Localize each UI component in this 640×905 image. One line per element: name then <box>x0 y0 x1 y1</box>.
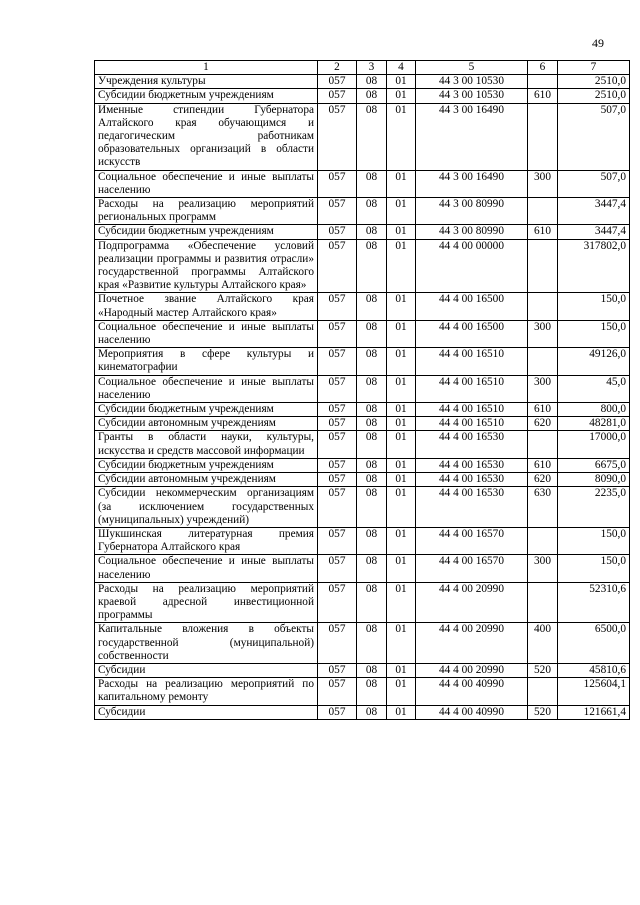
table-row <box>95 320 630 347</box>
row-target-article: 44 4 00 20990 <box>416 663 528 677</box>
table-row <box>95 403 630 417</box>
table-row <box>95 75 630 89</box>
row-target-article: 44 4 00 16500 <box>416 293 528 320</box>
budget-table <box>94 60 630 720</box>
header-col-3: 3 <box>357 61 387 75</box>
table-row <box>95 473 630 487</box>
row-admin-code: 057 <box>318 582 357 623</box>
row-name: Подпрограмма «Обеспечение условий реализации программы и развития отрасли» государственной программы Алтайского края «Развитие культуры Алтайского края» <box>95 239 318 293</box>
row-section: 08 <box>357 678 387 705</box>
row-name: Субсидии бюджетным учреждениям <box>95 403 318 417</box>
table-row <box>95 623 630 664</box>
row-target-article: 44 4 00 40990 <box>416 678 528 705</box>
row-expense-type <box>528 527 558 554</box>
row-target-article: 44 4 00 40990 <box>416 705 528 719</box>
row-expense-type <box>528 582 558 623</box>
row-expense-type: 620 <box>528 417 558 431</box>
row-expense-type: 610 <box>528 89 558 103</box>
row-subsection: 01 <box>387 239 416 293</box>
row-name: Именные стипендии Губернатора Алтайского края обучающимся и педагогическим работникам образовательных организаций в области искусств <box>95 103 318 170</box>
row-amount: 121661,4 <box>558 705 630 719</box>
row-expense-type: 610 <box>528 225 558 239</box>
row-name: Социальное обеспечение и иные выплаты населению <box>95 320 318 347</box>
row-amount: 2510,0 <box>558 89 630 103</box>
row-subsection: 01 <box>387 555 416 582</box>
row-section: 08 <box>357 75 387 89</box>
table-row <box>95 375 630 402</box>
row-section: 08 <box>357 375 387 402</box>
row-name: Расходы на реализацию мероприятий краевой адресной инвестиционной программы <box>95 582 318 623</box>
table-row <box>95 89 630 103</box>
row-amount: 800,0 <box>558 403 630 417</box>
row-section: 08 <box>357 705 387 719</box>
row-amount: 6675,0 <box>558 458 630 472</box>
row-amount: 150,0 <box>558 555 630 582</box>
header-col-5: 5 <box>416 61 528 75</box>
row-name: Шукшинская литературная премия Губернатора Алтайского края <box>95 527 318 554</box>
row-name: Субсидии бюджетным учреждениям <box>95 225 318 239</box>
row-subsection: 01 <box>387 417 416 431</box>
row-admin-code: 057 <box>318 431 357 458</box>
row-expense-type <box>528 678 558 705</box>
row-name: Расходы на реализацию мероприятий региональных программ <box>95 198 318 225</box>
row-subsection: 01 <box>387 170 416 197</box>
table-row <box>95 582 630 623</box>
row-amount: 48281,0 <box>558 417 630 431</box>
row-amount: 507,0 <box>558 103 630 170</box>
row-admin-code: 057 <box>318 473 357 487</box>
row-section: 08 <box>357 320 387 347</box>
row-subsection: 01 <box>387 623 416 664</box>
row-admin-code: 057 <box>318 663 357 677</box>
header-col-4: 4 <box>387 61 416 75</box>
row-amount: 17000,0 <box>558 431 630 458</box>
row-name: Расходы на реализацию мероприятий по капитальному ремонту <box>95 678 318 705</box>
row-subsection: 01 <box>387 89 416 103</box>
row-amount: 317802,0 <box>558 239 630 293</box>
table-row <box>95 225 630 239</box>
row-expense-type: 610 <box>528 403 558 417</box>
row-subsection: 01 <box>387 375 416 402</box>
row-target-article: 44 3 00 80990 <box>416 198 528 225</box>
header-col-1: 1 <box>95 61 318 75</box>
row-section: 08 <box>357 473 387 487</box>
row-name: Субсидии бюджетным учреждениям <box>95 89 318 103</box>
row-expense-type <box>528 431 558 458</box>
row-amount: 125604,1 <box>558 678 630 705</box>
row-section: 08 <box>357 527 387 554</box>
row-name: Почетное звание Алтайского края «Народный мастер Алтайского края» <box>95 293 318 320</box>
row-subsection: 01 <box>387 705 416 719</box>
row-target-article: 44 3 00 16490 <box>416 170 528 197</box>
row-expense-type: 300 <box>528 320 558 347</box>
row-section: 08 <box>357 582 387 623</box>
row-name: Субсидии <box>95 663 318 677</box>
row-name: Социальное обеспечение и иные выплаты населению <box>95 170 318 197</box>
row-admin-code: 057 <box>318 170 357 197</box>
row-expense-type <box>528 348 558 375</box>
table-body <box>95 75 630 720</box>
row-target-article: 44 3 00 80990 <box>416 225 528 239</box>
row-admin-code: 057 <box>318 375 357 402</box>
row-admin-code: 057 <box>318 293 357 320</box>
row-admin-code: 057 <box>318 678 357 705</box>
row-amount: 6500,0 <box>558 623 630 664</box>
row-target-article: 44 4 00 16530 <box>416 473 528 487</box>
row-subsection: 01 <box>387 103 416 170</box>
row-expense-type: 400 <box>528 623 558 664</box>
row-section: 08 <box>357 623 387 664</box>
row-admin-code: 057 <box>318 239 357 293</box>
row-name: Субсидии автономным учреждениям <box>95 417 318 431</box>
row-subsection: 01 <box>387 527 416 554</box>
row-section: 08 <box>357 348 387 375</box>
row-admin-code: 057 <box>318 103 357 170</box>
table-row <box>95 170 630 197</box>
row-amount: 49126,0 <box>558 348 630 375</box>
row-admin-code: 057 <box>318 555 357 582</box>
row-section: 08 <box>357 403 387 417</box>
table-row <box>95 293 630 320</box>
row-amount: 45,0 <box>558 375 630 402</box>
row-target-article: 44 3 00 16490 <box>416 103 528 170</box>
row-target-article: 44 4 00 20990 <box>416 623 528 664</box>
row-subsection: 01 <box>387 225 416 239</box>
row-target-article: 44 4 00 20990 <box>416 582 528 623</box>
table-row <box>95 458 630 472</box>
row-section: 08 <box>357 431 387 458</box>
table-row <box>95 198 630 225</box>
row-admin-code: 057 <box>318 198 357 225</box>
row-target-article: 44 4 00 16510 <box>416 417 528 431</box>
row-expense-type: 300 <box>528 375 558 402</box>
row-amount: 8090,0 <box>558 473 630 487</box>
row-subsection: 01 <box>387 678 416 705</box>
row-expense-type: 300 <box>528 170 558 197</box>
row-subsection: 01 <box>387 348 416 375</box>
row-subsection: 01 <box>387 663 416 677</box>
row-target-article: 44 4 00 16530 <box>416 431 528 458</box>
row-admin-code: 057 <box>318 705 357 719</box>
row-target-article: 44 4 00 16500 <box>416 320 528 347</box>
row-name: Субсидии автономным учреждениям <box>95 473 318 487</box>
row-subsection: 01 <box>387 582 416 623</box>
row-section: 08 <box>357 458 387 472</box>
row-admin-code: 057 <box>318 417 357 431</box>
row-target-article: 44 4 00 16530 <box>416 487 528 528</box>
row-expense-type <box>528 75 558 89</box>
table-row <box>95 487 630 528</box>
row-admin-code: 057 <box>318 348 357 375</box>
row-expense-type <box>528 103 558 170</box>
row-amount: 52310,6 <box>558 582 630 623</box>
table-row <box>95 103 630 170</box>
row-section: 08 <box>357 239 387 293</box>
row-name: Субсидии <box>95 705 318 719</box>
row-expense-type: 630 <box>528 487 558 528</box>
row-amount: 2510,0 <box>558 75 630 89</box>
row-subsection: 01 <box>387 320 416 347</box>
row-section: 08 <box>357 487 387 528</box>
row-subsection: 01 <box>387 458 416 472</box>
row-subsection: 01 <box>387 431 416 458</box>
table-row <box>95 678 630 705</box>
row-target-article: 44 4 00 16510 <box>416 348 528 375</box>
row-admin-code: 057 <box>318 89 357 103</box>
row-name: Учреждения культуры <box>95 75 318 89</box>
row-admin-code: 057 <box>318 623 357 664</box>
header-col-6: 6 <box>528 61 558 75</box>
row-target-article: 44 4 00 16510 <box>416 403 528 417</box>
row-name: Капитальные вложения в объекты государственной (муниципальной) собственности <box>95 623 318 664</box>
table-row <box>95 239 630 293</box>
row-name: Субсидии некоммерческим организациям (за исключением государственных (муниципальных) учреждений) <box>95 487 318 528</box>
row-expense-type <box>528 198 558 225</box>
row-amount: 3447,4 <box>558 225 630 239</box>
row-section: 08 <box>357 555 387 582</box>
row-section: 08 <box>357 89 387 103</box>
row-name: Мероприятия в сфере культуры и кинематографии <box>95 348 318 375</box>
row-subsection: 01 <box>387 293 416 320</box>
row-subsection: 01 <box>387 198 416 225</box>
row-target-article: 44 4 00 16530 <box>416 458 528 472</box>
table-row <box>95 555 630 582</box>
row-subsection: 01 <box>387 487 416 528</box>
row-expense-type: 300 <box>528 555 558 582</box>
row-admin-code: 057 <box>318 225 357 239</box>
row-expense-type <box>528 239 558 293</box>
row-section: 08 <box>357 293 387 320</box>
row-name: Субсидии бюджетным учреждениям <box>95 458 318 472</box>
table-row <box>95 431 630 458</box>
row-name: Гранты в области науки, культуры, искусства и средств массовой информации <box>95 431 318 458</box>
row-admin-code: 057 <box>318 320 357 347</box>
row-amount: 507,0 <box>558 170 630 197</box>
row-subsection: 01 <box>387 473 416 487</box>
row-section: 08 <box>357 170 387 197</box>
row-target-article: 44 4 00 16570 <box>416 555 528 582</box>
page-number: 49 <box>592 36 604 50</box>
row-target-article: 44 3 00 10530 <box>416 89 528 103</box>
row-expense-type: 610 <box>528 458 558 472</box>
row-section: 08 <box>357 225 387 239</box>
row-admin-code: 057 <box>318 403 357 417</box>
row-admin-code: 057 <box>318 458 357 472</box>
row-subsection: 01 <box>387 75 416 89</box>
table-row <box>95 417 630 431</box>
row-admin-code: 057 <box>318 75 357 89</box>
row-name: Социальное обеспечение и иные выплаты населению <box>95 375 318 402</box>
table-row <box>95 348 630 375</box>
row-amount: 150,0 <box>558 320 630 347</box>
row-subsection: 01 <box>387 403 416 417</box>
row-name: Социальное обеспечение и иные выплаты населению <box>95 555 318 582</box>
row-target-article: 44 4 00 16570 <box>416 527 528 554</box>
table-row <box>95 663 630 677</box>
row-target-article: 44 4 00 16510 <box>416 375 528 402</box>
row-section: 08 <box>357 198 387 225</box>
row-expense-type: 520 <box>528 663 558 677</box>
row-target-article: 44 4 00 00000 <box>416 239 528 293</box>
header-col-7: 7 <box>558 61 630 75</box>
row-admin-code: 057 <box>318 527 357 554</box>
table-header-row <box>95 61 630 75</box>
header-col-2: 2 <box>318 61 357 75</box>
row-section: 08 <box>357 663 387 677</box>
row-amount: 3447,4 <box>558 198 630 225</box>
row-amount: 150,0 <box>558 293 630 320</box>
table-row <box>95 705 630 719</box>
row-expense-type: 620 <box>528 473 558 487</box>
row-admin-code: 057 <box>318 487 357 528</box>
row-amount: 45810,6 <box>558 663 630 677</box>
row-expense-type: 520 <box>528 705 558 719</box>
row-section: 08 <box>357 417 387 431</box>
row-expense-type <box>528 293 558 320</box>
row-section: 08 <box>357 103 387 170</box>
row-amount: 2235,0 <box>558 487 630 528</box>
table-row <box>95 527 630 554</box>
row-target-article: 44 3 00 10530 <box>416 75 528 89</box>
row-amount: 150,0 <box>558 527 630 554</box>
